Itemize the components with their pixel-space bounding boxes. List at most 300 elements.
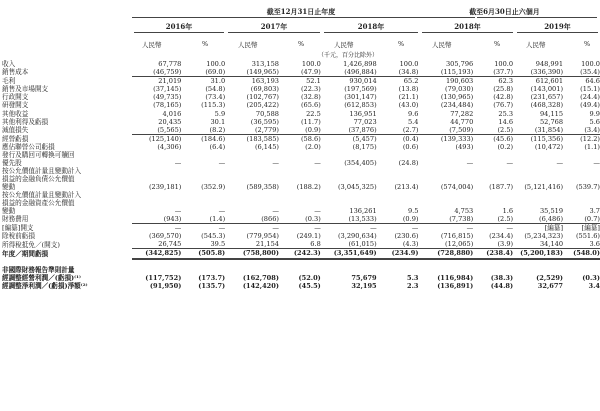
amount-cell (321, 151, 377, 159)
table-row (2, 159, 600, 167)
amount-cell (418, 175, 473, 183)
amount-cell: 136,261 (349, 207, 377, 216)
percent-cell: (184.6) (181, 134, 225, 143)
percent-cell: (24.4) (580, 93, 600, 102)
row-label: 損益的金融資產公允價值 (2, 199, 75, 208)
amount-cell (321, 175, 377, 183)
amount-cell: (162,708) (242, 273, 279, 282)
table-row (2, 126, 600, 135)
table-row (2, 282, 600, 290)
amount-cell: (5,457) (321, 134, 377, 143)
percent-cell: (0.6) (402, 142, 419, 151)
percent-cell (181, 191, 225, 199)
percent-cell: 52.1 (279, 77, 321, 86)
table-row (2, 77, 600, 86)
amount-cell: (69,803) (250, 85, 279, 94)
table-row (2, 101, 600, 109)
percent-cell (473, 175, 513, 183)
amount-cell: 32,195 (351, 281, 377, 290)
pct-label-2018-half: % (494, 40, 501, 48)
row-label: 按公允價值計量且變動計入 (2, 167, 82, 176)
amount-cell: (369,570) (148, 232, 182, 241)
amount-cell: [編纂] (513, 224, 563, 233)
percent-cell (279, 199, 321, 207)
percent-cell: (3.9) (497, 240, 514, 249)
row-label: 除稅前虧損 (2, 232, 35, 241)
percent-cell (377, 259, 419, 266)
percent-cell: — (473, 224, 513, 233)
amount-cell (132, 151, 182, 159)
table-row (2, 175, 600, 183)
amount-cell: (136,891) (437, 281, 474, 290)
unit-note: （千元，百分比除外） (318, 52, 379, 59)
percent-cell (563, 167, 600, 175)
amount-cell (321, 167, 377, 175)
percent-cell (181, 151, 225, 159)
percent-cell: (44.8) (490, 281, 514, 290)
year-header-2018-half: 2018年 (454, 22, 481, 31)
amount-cell: (496,884) (344, 68, 377, 77)
amount-cell: — (174, 207, 182, 216)
row-label: 銷售成本 (2, 68, 29, 77)
percent-cell: — (377, 224, 419, 233)
amount-cell: (130,965) (440, 93, 474, 102)
percent-cell: (0.3) (305, 215, 321, 224)
percent-cell: (37.7) (493, 68, 514, 77)
amount-cell: 1,426,898 (343, 60, 377, 68)
amount-cell (418, 266, 473, 274)
amount-cell: (234,484) (440, 101, 474, 110)
currency-label-2017: 人民幣 (238, 41, 258, 49)
amount-cell: 70,588 (255, 109, 279, 118)
amount-cell (225, 175, 279, 183)
percent-cell: — (506, 159, 514, 168)
amount-cell (513, 151, 563, 159)
percent-cell: (242.3) (279, 249, 321, 259)
year-header-2017: 2017年 (260, 22, 288, 31)
amount-cell (132, 266, 182, 274)
amount-cell (132, 259, 182, 266)
percent-cell (377, 175, 419, 183)
pct-label-2018: % (398, 40, 405, 48)
percent-cell: (6.4) (209, 142, 226, 151)
amount-cell: (716,815) (440, 232, 474, 241)
percent-cell: 5.9 (214, 109, 226, 118)
amount-cell: (197,569) (344, 85, 377, 94)
percent-cell: (69.0) (205, 68, 226, 77)
table-row (2, 232, 600, 240)
amount-cell: — (225, 224, 279, 233)
year-rule-2019-half (517, 32, 598, 33)
amount-cell: (239,181) (148, 183, 182, 192)
amount-cell: 44,770 (450, 117, 474, 126)
percent-cell (473, 266, 513, 274)
percent-cell: (45.6) (473, 134, 513, 143)
amount-cell (418, 259, 473, 266)
table-row (2, 191, 600, 199)
row-label: 經調整經營利潤／(虧損)⁽¹⁾ (2, 273, 81, 282)
amount-cell: (115,356) (513, 134, 563, 143)
amount-cell: 77,282 (450, 109, 474, 118)
table-row (2, 183, 600, 191)
amount-cell: (37,876) (348, 125, 377, 134)
amount-cell: (78,165) (153, 101, 182, 110)
amount-cell: (3,045,325) (337, 183, 377, 192)
row-label: 所得稅抵免／(開支) (2, 240, 60, 249)
percent-cell: (43.0) (398, 101, 419, 110)
year-header-2016: 2016年 (165, 22, 193, 31)
percent-cell: 100.0 (206, 60, 226, 68)
percent-cell (181, 259, 225, 266)
year-rule-2018 (324, 32, 418, 33)
percent-cell: (13.8) (398, 85, 419, 94)
amount-cell: 190,603 (418, 77, 473, 86)
percent-cell: 100.0 (581, 60, 600, 68)
amount-cell (321, 266, 377, 274)
amount-cell: — (174, 159, 182, 168)
amount-cell: (779,954) (246, 232, 279, 241)
half-year-period-header: 截至6月30日止六個月 (469, 7, 540, 16)
amount-cell (225, 259, 279, 266)
percent-cell (377, 191, 419, 199)
row-label: 非國際財務報告準則計量 (2, 265, 75, 274)
table-row (2, 143, 600, 151)
percent-cell: 31.0 (181, 77, 225, 86)
amount-cell: 930,014 (321, 77, 377, 86)
percent-cell: 65.2 (377, 77, 419, 86)
percent-cell: (0.4) (377, 134, 419, 143)
amount-cell (418, 199, 473, 207)
row-label: 經營虧損 (2, 134, 29, 143)
percent-cell (181, 175, 225, 183)
percent-cell: (54.8) (205, 85, 226, 94)
amount-cell: (574,004) (440, 183, 474, 192)
row-label: 應佔聯營公司虧損 (2, 142, 55, 151)
table-row (2, 207, 600, 215)
amount-cell (321, 191, 377, 199)
annual-header-rule (132, 17, 475, 18)
amount-cell: (3,351,649) (321, 249, 377, 259)
amount-cell: (5,121,416) (524, 183, 564, 192)
amount-cell: (758,800) (225, 249, 279, 259)
table-row (2, 68, 600, 77)
percent-cell: 5.4 (407, 117, 419, 126)
row-label: 發行及購回可轉換可贖回 (2, 151, 75, 160)
amount-cell (225, 191, 279, 199)
year-header-2018: 2018年 (357, 22, 385, 31)
percent-cell: (2.7) (402, 125, 419, 134)
percent-cell: — (218, 159, 226, 168)
amount-cell: (31,854) (534, 125, 564, 134)
amount-cell (132, 167, 182, 175)
amount-cell (513, 199, 563, 207)
amount-cell: (231,657) (530, 93, 564, 102)
amount-cell: (139,333) (418, 134, 473, 143)
amount-cell: (125,140) (132, 134, 182, 143)
amount-cell (418, 191, 473, 199)
percent-cell: 100.0 (301, 60, 321, 68)
percent-cell: (24.8) (398, 159, 419, 168)
table-row (2, 259, 600, 266)
percent-cell: 9.9 (589, 109, 600, 118)
amount-cell: (10,472) (534, 142, 564, 151)
table-row (2, 118, 600, 126)
row-label (2, 259, 132, 266)
percent-cell: 30.1 (210, 117, 226, 126)
amount-cell: — (272, 207, 279, 216)
percent-cell (279, 151, 321, 159)
percent-cell: 3.7 (589, 207, 600, 216)
amount-cell (225, 199, 279, 207)
table-row (2, 110, 600, 118)
percent-cell (563, 199, 600, 207)
amount-cell: (37,145) (153, 85, 182, 94)
year-header-2019-half: 2019年 (544, 22, 571, 31)
percent-cell: (213.4) (394, 183, 419, 192)
amount-cell: (143,001) (530, 85, 564, 94)
amount-cell (225, 151, 279, 159)
percent-cell: (173.7) (198, 273, 226, 282)
percent-cell: (135.7) (198, 281, 226, 290)
amount-cell: 4,016 (162, 109, 182, 118)
amount-cell: (49,735) (153, 93, 182, 102)
percent-cell (279, 266, 321, 274)
currency-label-2019-half: 人民幣 (526, 41, 546, 49)
amount-cell: (13,533) (348, 215, 377, 224)
percent-cell: (47.9) (300, 68, 321, 77)
table-row (2, 274, 600, 282)
percent-cell: (15.1) (580, 85, 600, 94)
annual-period-header: 截至12月31日止年度 (266, 7, 336, 16)
percent-cell: (22.3) (300, 85, 321, 94)
amount-cell: (493) (455, 142, 474, 151)
year-rule-2016 (134, 32, 224, 33)
table-row (2, 249, 600, 259)
amount-cell: (5,234,323) (524, 232, 564, 241)
percent-cell: (4.3) (402, 240, 419, 249)
percent-cell: (0.2) (497, 142, 514, 151)
percent-cell (377, 266, 419, 274)
amount-cell: — (321, 224, 377, 233)
percent-cell (279, 259, 321, 266)
amount-cell: 21,019 (132, 77, 182, 86)
row-label: 銷售及市場開支 (2, 85, 49, 94)
percent-cell: — (314, 207, 321, 216)
percent-cell: (34.8) (398, 68, 419, 77)
amount-cell: 4,753 (454, 207, 474, 216)
row-label: [編纂]開支 (2, 223, 34, 232)
percent-cell: 100.0 (399, 60, 419, 68)
amount-cell: (2,779) (254, 125, 279, 134)
percent-cell: 64.6 (563, 77, 600, 86)
year-rule-2018-half (422, 32, 513, 33)
amount-cell: (116,984) (437, 273, 474, 282)
percent-cell: 3.4 (588, 281, 600, 290)
amount-cell: 136,951 (349, 109, 377, 118)
percent-cell: (11.7) (300, 117, 321, 126)
percent-cell: 3.6 (589, 240, 600, 249)
amount-cell: 20,435 (158, 117, 182, 126)
amount-cell: (3,290,634) (337, 232, 377, 241)
row-label: 損益的金融負債公允價值 (2, 175, 75, 184)
percent-cell (279, 175, 321, 183)
percent-cell: (1.4) (209, 215, 226, 224)
percent-cell: (551.6) (575, 232, 600, 241)
percent-cell: (230.6) (394, 232, 419, 241)
percent-cell: (52.0) (298, 273, 321, 282)
amount-cell: 35,519 (539, 207, 564, 216)
amount-cell: (468,328) (530, 101, 564, 110)
percent-cell (181, 266, 225, 274)
percent-cell: 9.5 (407, 207, 419, 216)
amount-cell: (117,752) (145, 273, 182, 282)
percent-cell: — (593, 159, 600, 168)
amount-cell (513, 266, 563, 274)
pct-label-2019-half: % (584, 40, 591, 48)
amount-cell: (142,420) (242, 281, 279, 290)
amount-cell: (61,015) (348, 240, 377, 249)
amount-cell: 32,677 (537, 281, 564, 290)
currency-label-2018: 人民幣 (334, 41, 354, 49)
amount-cell: (728,880) (418, 249, 473, 259)
percent-cell: (12.2) (563, 134, 600, 143)
amount-cell: — (132, 224, 182, 233)
amount-cell: (866) (261, 215, 279, 224)
amount-cell: (115,193) (440, 68, 474, 77)
percent-cell: — (314, 159, 321, 168)
percent-cell: (65.6) (300, 101, 321, 110)
percent-cell: — (218, 207, 226, 216)
pct-label-2017: % (298, 40, 305, 48)
amount-cell: — (466, 159, 474, 168)
row-label: 經調整淨利潤／(虧損)淨額⁽²⁾ (2, 281, 88, 290)
percent-cell (563, 151, 600, 159)
row-label: 收入 (2, 60, 16, 68)
percent-cell: 2.3 (407, 281, 419, 290)
percent-cell: (1.1) (584, 142, 600, 151)
amount-cell: (342,825) (132, 249, 182, 259)
table-row (2, 266, 600, 274)
amount-cell (132, 199, 182, 207)
percent-cell (279, 191, 321, 199)
percent-cell: (8.2) (209, 125, 226, 134)
percent-cell: (548.0) (563, 249, 600, 259)
percent-cell: (188.2) (296, 183, 321, 192)
table-row (2, 215, 600, 224)
amount-cell: 94,115 (539, 109, 564, 118)
percent-cell: (0.7) (584, 215, 600, 224)
percent-cell: (238.4) (473, 249, 513, 259)
percent-cell: 100.0 (494, 60, 514, 68)
amount-cell: (589,358) (246, 183, 279, 192)
percent-cell: (42.8) (493, 93, 514, 102)
amount-cell: (46,759) (153, 68, 182, 77)
row-label: 研發開支 (2, 101, 29, 110)
amount-cell: 75,679 (351, 273, 377, 282)
percent-cell: (76.7) (493, 101, 514, 110)
amount-cell (225, 266, 279, 274)
row-label: 毛利 (2, 76, 16, 85)
amount-cell: (5,565) (157, 125, 182, 134)
amount-cell: (149,965) (246, 68, 279, 77)
row-label: 其他收益 (2, 109, 29, 118)
amount-cell: (354,405) (344, 159, 377, 168)
percent-cell: (35.4) (580, 68, 600, 77)
percent-cell: (2.0) (305, 142, 321, 151)
percent-cell: (2.5) (497, 125, 514, 134)
percent-cell: (73.4) (205, 93, 226, 102)
percent-cell: (58.6) (279, 134, 321, 143)
amount-cell: (301,147) (344, 93, 377, 102)
pct-label-2016: % (202, 40, 209, 48)
amount-cell: 313,158 (251, 60, 279, 68)
percent-cell: (49.4) (580, 101, 600, 110)
amount-cell (321, 199, 377, 207)
amount-cell (418, 167, 473, 175)
percent-cell: (545.3) (201, 232, 226, 241)
percent-cell: 14.6 (498, 117, 514, 126)
percent-cell (563, 266, 600, 274)
percent-cell: (234.9) (377, 249, 419, 259)
amount-cell: 163,193 (225, 77, 279, 86)
percent-cell: 9.6 (407, 109, 419, 118)
table-row (2, 60, 600, 68)
percent-cell: 39.5 (210, 240, 226, 249)
percent-cell: (0.3) (582, 273, 600, 282)
amount-cell: (36,595) (250, 117, 279, 126)
row-label: 年度／期間虧損 (2, 249, 49, 258)
amount-cell: 612,601 (513, 77, 563, 86)
table-row (2, 134, 600, 143)
amount-cell (321, 259, 377, 266)
row-label: 按公允價值計量且變動計入 (2, 191, 82, 200)
percent-cell: (32.8) (300, 93, 321, 102)
amount-cell (513, 175, 563, 183)
percent-cell (473, 167, 513, 175)
amount-cell: — (556, 159, 564, 168)
amount-cell: 948,991 (535, 60, 564, 68)
amount-cell (132, 175, 182, 183)
amount-cell: (7,509) (449, 125, 474, 134)
percent-cell: (3.4) (584, 125, 600, 134)
percent-cell (563, 191, 600, 199)
amount-cell: (6,486) (539, 215, 564, 224)
amount-cell (418, 151, 473, 159)
percent-cell (473, 191, 513, 199)
amount-cell: (8,175) (352, 142, 377, 151)
table-row (2, 93, 600, 101)
table-row (2, 224, 600, 233)
percent-cell: (0.9) (402, 215, 419, 224)
percent-cell (279, 167, 321, 175)
percent-cell: (505.8) (181, 249, 225, 259)
percent-cell: 5.3 (407, 273, 419, 282)
percent-cell (181, 199, 225, 207)
currency-label-2016: 人民幣 (142, 41, 162, 49)
percent-cell: (539.7) (575, 183, 600, 192)
percent-cell: (115.3) (201, 101, 226, 110)
table-row (2, 199, 600, 207)
amount-cell: — (272, 159, 279, 168)
percent-cell: 22.5 (306, 109, 321, 118)
row-label: 行政開支 (2, 93, 29, 102)
amount-cell: (612,853) (344, 101, 377, 110)
percent-cell: 1.6 (502, 207, 514, 216)
percent-cell: — (279, 224, 321, 233)
half-header-rule (477, 17, 597, 18)
amount-cell: 305,796 (445, 60, 474, 68)
percent-cell (181, 167, 225, 175)
